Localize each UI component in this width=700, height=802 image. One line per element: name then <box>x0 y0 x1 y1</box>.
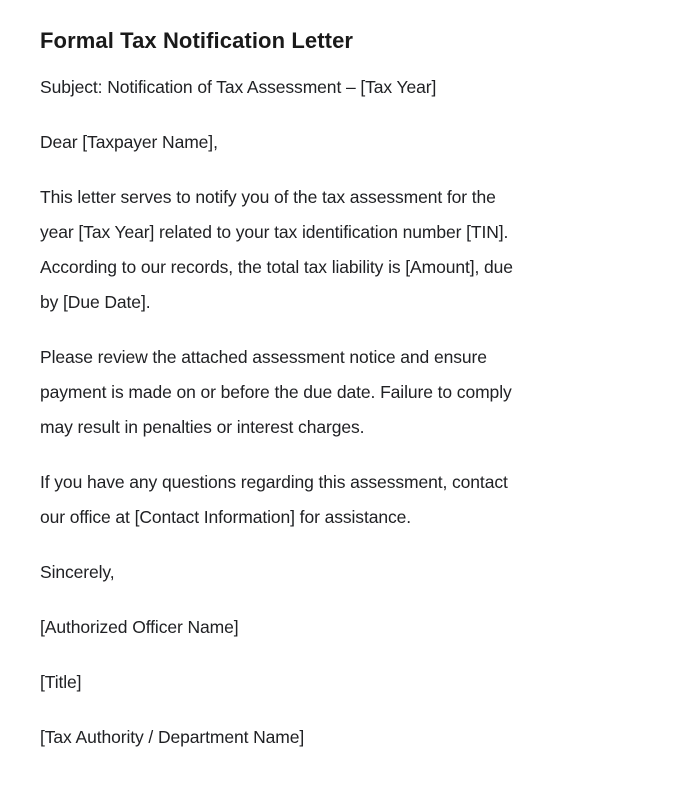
text-line: by [Due Date]. <box>40 292 151 312</box>
text-line: [Tax Authority / Department Name] <box>40 727 305 747</box>
text-line: may result in penalties or interest charges. <box>40 417 365 437</box>
text-line: This letter serves to notify you of the tax assessment for the <box>40 187 496 207</box>
text-line: year [Tax Year] related to your tax identification number [TIN]. <box>40 222 509 242</box>
paragraph <box>40 180 660 320</box>
page-title: Formal Tax Notification Letter <box>40 28 354 53</box>
text-line: payment is made on or before the due date. Failure to comply <box>40 382 512 402</box>
paragraph <box>40 70 660 105</box>
paragraph <box>40 125 660 160</box>
text-line: [Title] <box>40 672 82 692</box>
letter-body <box>40 70 660 755</box>
text-line: Sincerely, <box>40 562 115 582</box>
paragraph <box>40 340 660 445</box>
text-line: Please review the attached assessment notice and ensure <box>40 347 487 367</box>
text-line: our office at [Contact Information] for assistance. <box>40 507 412 527</box>
text-line: Subject: Notification of Tax Assessment – [Tax Year] <box>40 77 437 97</box>
paragraph <box>40 555 660 590</box>
text-line: Dear [Taxpayer Name], <box>40 132 218 152</box>
paragraph <box>40 610 660 645</box>
text-line: [Authorized Officer Name] <box>40 617 239 637</box>
paragraph <box>40 720 660 755</box>
text-line: If you have any questions regarding this assessment, contact <box>40 472 508 492</box>
paragraph <box>40 465 660 535</box>
paragraph <box>40 665 660 700</box>
text-line: According to our records, the total tax liability is [Amount], due <box>40 257 513 277</box>
